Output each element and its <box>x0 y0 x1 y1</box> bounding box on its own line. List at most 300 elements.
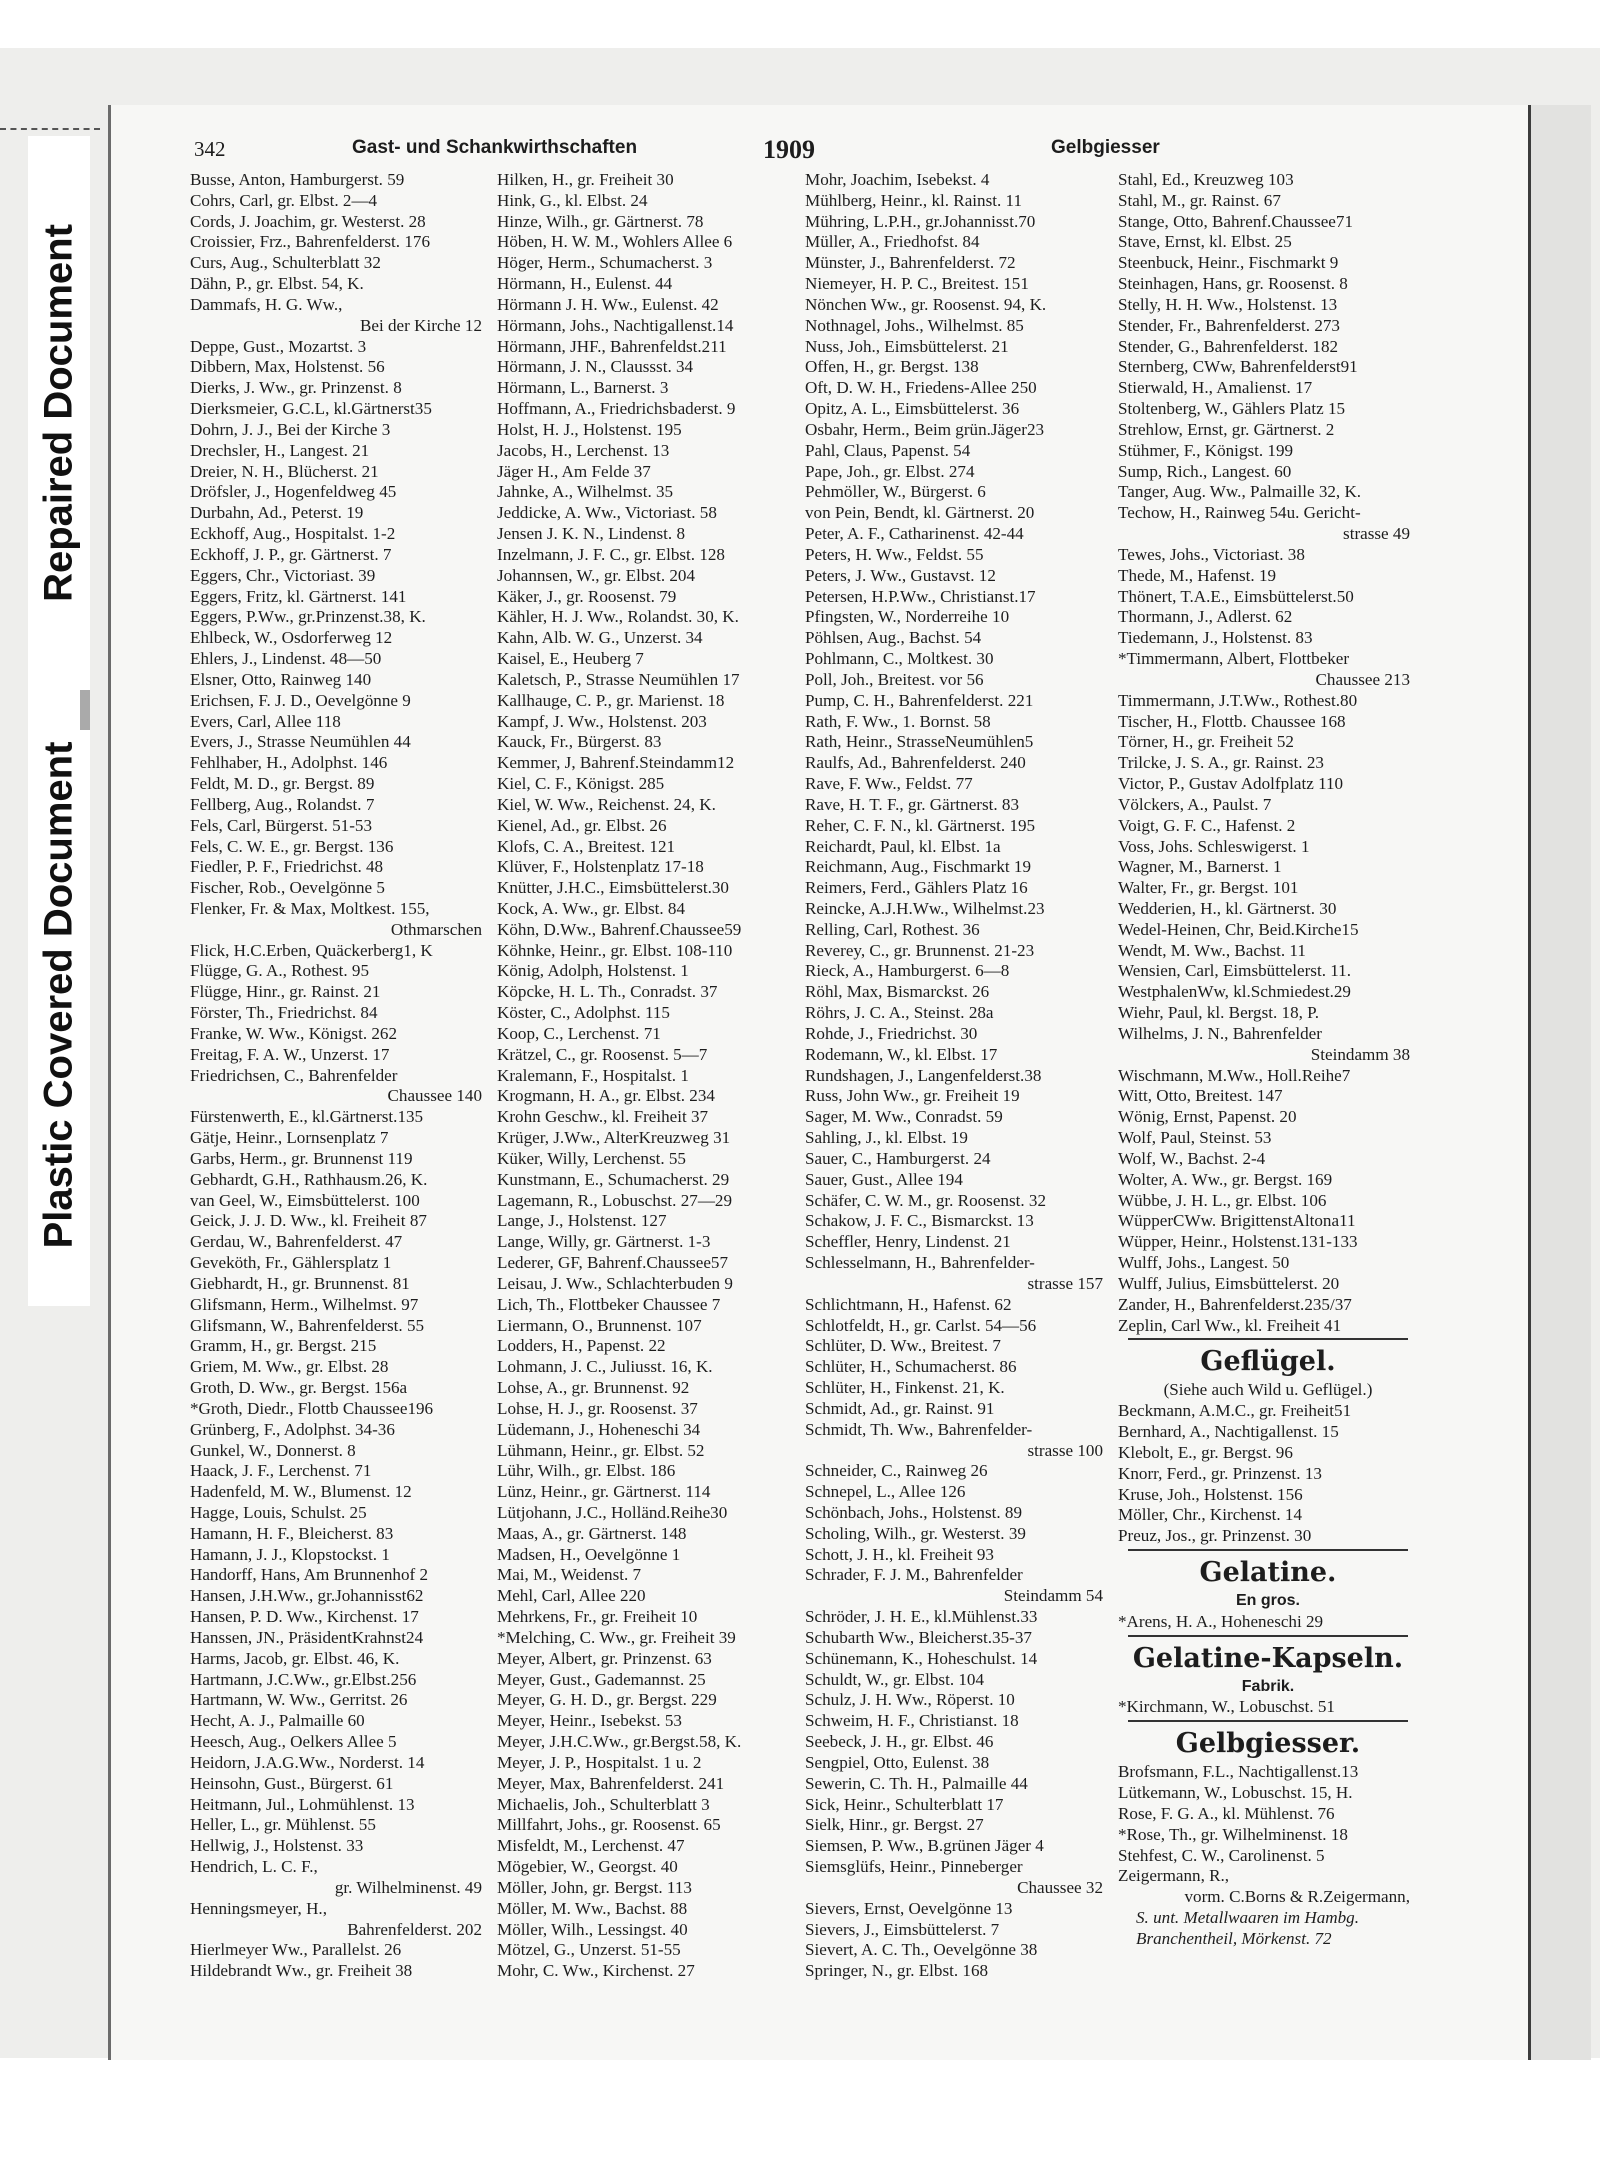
directory-entry: Flick, H.C.Erben, Quäckerberg1, K <box>190 940 433 960</box>
directory-entry: Krätzel, C., gr. Roosenst. 5—7 <box>497 1044 708 1064</box>
directory-entry: Schmidt, Ad., gr. Rainst. 91 <box>805 1398 995 1418</box>
directory-entry: Kallhauge, C. P., gr. Marienst. 18 <box>497 690 725 710</box>
directory-entry: Köhn, D.Ww., Bahrenf.Chaussee59 <box>497 919 742 939</box>
directory-entry: Offen, H., gr. Bergst. 138 <box>805 357 979 377</box>
directory-entry: Sump, Rich., Langest. 60 <box>1118 461 1292 481</box>
directory-entry: Förster, Th., Friedrichst. 84 <box>190 1003 378 1023</box>
directory-entry: Preuz, Jos., gr. Prinzenst. 30 <box>1118 1526 1312 1546</box>
directory-entry: Hierlmeyer Ww., Parallelst. 26 <box>190 1940 402 1960</box>
directory-entry: Wedderien, H., kl. Gärtnerst. 30 <box>1118 898 1337 918</box>
directory-entry: van Geel, W., Eimsbüttelerst. 100 <box>190 1190 420 1210</box>
directory-entry: Lederer, GF, Bahrenf.Chaussee57 <box>497 1253 729 1273</box>
directory-entry: Mohr, C. Ww., Kirchenst. 27 <box>497 1961 695 1981</box>
directory-entry: Lodders, H., Papenst. 22 <box>497 1336 666 1356</box>
directory-entry: Lühr, Wilh., gr. Elbst. 186 <box>497 1461 676 1481</box>
directory-entry: Klüver, F., Holstenplatz 17-18 <box>497 857 704 877</box>
directory-entry: Timmermann, J.T.Ww., Rothest.80 <box>1118 690 1358 710</box>
directory-entry: Sievert, A. C. Th., Oevelgönne 38 <box>805 1940 1038 1960</box>
directory-entry: *Rose, Th., gr. Wilhelminenst. 18 <box>1118 1824 1348 1844</box>
directory-entry: Cords, J. Joachim, gr. Westerst. 28 <box>190 211 426 231</box>
directory-entry: Feldt, M. D., gr. Bergst. 89 <box>190 774 375 794</box>
directory-entry: Hartmann, J.C.Ww., gr.Elbst.256 <box>190 1669 417 1689</box>
directory-entry: Jacobs, H., Lerchenst. 13 <box>497 440 670 460</box>
directory-entry: Tewes, Johs., Victoriast. 38 <box>1118 544 1305 564</box>
directory-entry: Sielk, Hinr., gr. Bergst. 27 <box>805 1815 984 1835</box>
directory-entry: Rave, H. T. F., gr. Gärtnerst. 83 <box>805 794 1020 814</box>
directory-entry: Eckhoff, Aug., Hospitalst. 1-2 <box>190 524 396 544</box>
section-subheading: En gros. <box>1235 1592 1300 1609</box>
directory-entry: Wönig, Ernst, Papenst. 20 <box>1118 1107 1297 1127</box>
directory-entry: Jahnke, A., Wilhelmst. 35 <box>497 482 674 502</box>
directory-entry: Reichardt, Paul, kl. Elbst. 1a <box>805 836 1001 856</box>
directory-entry: Dammafs, H. G. Ww., <box>190 294 343 314</box>
directory-entry: Elsner, Otto, Rainweg 140 <box>190 669 372 689</box>
directory-entry: Heinsohn, Gust., Bürgerst. 61 <box>190 1773 394 1793</box>
directory-entry: Tischer, H., Flottb. Chaussee 168 <box>1118 711 1346 731</box>
directory-entry: Hörmann, Johs., Nachtigallenst.14 <box>497 315 734 335</box>
directory-entry: Henningsmeyer, H., <box>190 1898 327 1918</box>
directory-entry: Freitag, F. A. W., Unzerst. 17 <box>190 1044 390 1064</box>
directory-entry: *Kirchmann, W., Lobuschst. 51 <box>1118 1697 1335 1717</box>
directory-entry: Geick, J. J. D. Ww., kl. Freiheit 87 <box>190 1211 427 1231</box>
column-4 <box>1118 170 1418 1950</box>
directory-entry: Reher, C. F. N., kl. Gärtnerst. 195 <box>805 815 1036 835</box>
directory-entry: Heller, L., gr. Mühlenst. 55 <box>190 1815 376 1835</box>
directory-entry: Fels, Carl, Bürgerst. 51-53 <box>190 815 373 835</box>
directory-entry: Hamann, H. F., Bleicherst. 83 <box>190 1523 394 1543</box>
directory-entry: Rose, F. G. A., kl. Mühlenst. 76 <box>1118 1803 1335 1823</box>
directory-entry: Hörmann, H., Eulenst. 44 <box>497 274 673 294</box>
directory-entry: Kaletsch, P., Strasse Neumühlen 17 <box>497 669 740 689</box>
directory-entry: Schmidt, Th. Ww., Bahrenfelder- <box>805 1419 1033 1439</box>
directory-entry: Brofsmann, F.L., Nachtigallenst.13 <box>1118 1762 1359 1782</box>
directory-entry: Pohlmann, C., Moltkest. 30 <box>805 649 994 669</box>
directory-entry: Maas, A., gr. Gärtnerst. 148 <box>497 1523 687 1543</box>
directory-entry: Misfeldt, M., Lerchenst. 47 <box>497 1836 685 1856</box>
directory-entry: Rath, F. Ww., 1. Bornst. 58 <box>805 711 991 731</box>
directory-entry: Zeplin, Carl Ww., kl. Freiheit 41 <box>1118 1315 1342 1335</box>
directory-entry: Steinhagen, Hans, gr. Roosenst. 8 <box>1118 274 1348 294</box>
directory-entry: Schlüter, D. Ww., Breitest. 7 <box>805 1336 1001 1356</box>
directory-entry: Kampf, J. Ww., Holstenst. 203 <box>497 711 707 731</box>
directory-entry: Eggers, Fritz, kl. Gärtnerst. 141 <box>190 586 407 606</box>
directory-entry: Rodemann, W., kl. Elbst. 17 <box>805 1044 998 1064</box>
section-title: Gelbgiesser <box>1051 137 1160 158</box>
directory-entry: Dröfsler, J., Hogenfeldweg 45 <box>190 482 397 502</box>
directory-entry: Wolter, A. Ww., gr. Bergst. 169 <box>1118 1169 1333 1189</box>
directory-entry: Klofs, C. A., Breitest. 121 <box>497 836 676 856</box>
directory-entry: Kienel, Ad., gr. Elbst. 26 <box>497 815 667 835</box>
directory-entry: Sauer, C., Hamburgerst. 24 <box>805 1148 991 1168</box>
directory-entry: Ehlbeck, W., Osdorferweg 12 <box>190 628 393 648</box>
directory-entry: Knorr, Ferd., gr. Prinzenst. 13 <box>1118 1463 1322 1483</box>
directory-entry: Hadenfeld, M. W., Blumenst. 12 <box>190 1482 412 1502</box>
directory-entry: Kaisel, E., Heuberg 7 <box>497 649 644 669</box>
directory-entry: Thormann, J., Adlerst. 62 <box>1118 607 1293 627</box>
directory-entry: Schnepel, L., Allee 126 <box>805 1482 966 1502</box>
directory-entry: Trilcke, J. S. A., gr. Rainst. 23 <box>1118 753 1324 773</box>
directory-entry: Stange, Otto, Bahrenf.Chaussee71 <box>1118 211 1353 231</box>
directory-entry: Schneider, C., Rainweg 26 <box>805 1461 988 1481</box>
directory-entry: Dähn, P., gr. Elbst. 54, K. <box>190 274 364 294</box>
directory-entry: Knütter, J.H.C., Eimsbüttelerst.30 <box>497 878 729 898</box>
directory-entry: Kahn, Alb. W. G., Unzerst. 34 <box>497 628 703 648</box>
directory-entry: Voss, Johs. Schleswigerst. 1 <box>1118 836 1310 856</box>
directory-entry: Handorff, Hans, Am Brunnenhof 2 <box>190 1565 429 1585</box>
directory-entry: gr. Wilhelminenst. 49 <box>334 1877 482 1897</box>
directory-entry: Köpcke, H. L. Th., Conradst. 37 <box>497 982 718 1002</box>
directory-entry: Stühmer, F., Königst. 199 <box>1118 440 1294 460</box>
directory-entry: Madsen, H., Oevelgönne 1 <box>497 1544 681 1564</box>
directory-entry: Schlichtmann, H., Hafenst. 62 <box>805 1294 1012 1314</box>
directory-entry: Gätje, Heinr., Lornsenplatz 7 <box>190 1128 389 1148</box>
directory-entry: vorm. C.Borns & R.Zeigermann, <box>1184 1887 1410 1907</box>
directory-entry: Rieck, A., Hamburgerst. 6—8 <box>805 961 1010 981</box>
directory-entry: Wüpper, Heinr., Holstenst.131-133 <box>1118 1232 1358 1252</box>
directory-entry: *Melching, C. Ww., gr. Freiheit 39 <box>497 1627 736 1647</box>
directory-entry: Lohse, H. J., gr. Roosenst. 37 <box>497 1398 698 1418</box>
directory-entry: Leisau, J. Ww., Schlachterbuden 9 <box>497 1273 733 1293</box>
directory-entry: Mai, M., Weidenst. 7 <box>497 1565 642 1585</box>
directory-entry: Lohmann, J. C., Juliusst. 16, K. <box>497 1357 713 1377</box>
directory-entry: Küker, Willy, Lerchenst. 55 <box>497 1148 686 1168</box>
directory-entry: Meyer, Heinr., Isebekst. 53 <box>497 1711 682 1731</box>
directory-entry: von Pein, Bendt, kl. Gärtnerst. 20 <box>805 503 1035 523</box>
directory-entry: Zeigermann, R., <box>1118 1866 1230 1886</box>
directory-entry: Sternberg, CWw, Bahrenfelderst91 <box>1118 357 1358 377</box>
directory-entry: Lütkemann, W., Lobuschst. 15, H. <box>1118 1783 1353 1803</box>
directory-entry: Gebhardt, G.H., Rathhausm.26, K. <box>190 1169 428 1189</box>
directory-entry: Wiehr, Paul, kl. Bergst. 18, P. <box>1118 1003 1320 1023</box>
directory-entry: Stender, G., Bahrenfelderst. 182 <box>1118 336 1339 356</box>
directory-entry: Lange, Willy, gr. Gärtnerst. 1-3 <box>497 1232 711 1252</box>
directory-entry: *Groth, Diedr., Flottb Chaussee196 <box>190 1398 434 1418</box>
directory-entry: Steenbuck, Heinr., Fischmarkt 9 <box>1118 253 1339 273</box>
directory-entry: Wulff, Julius, Eimsbüttelerst. 20 <box>1118 1273 1340 1293</box>
directory-entry: Mötzel, G., Unzerst. 51-55 <box>497 1940 681 1960</box>
directory-entry: Zander, H., Bahrenfelderst.235/37 <box>1118 1294 1352 1314</box>
directory-entry: Wedel-Heinen, Chr, Beid.Kirche15 <box>1118 919 1359 939</box>
directory-entry: Mohr, Joachim, Isebekst. 4 <box>805 170 990 189</box>
directory-entry: Wolf, W., Bachst. 2-4 <box>1118 1148 1266 1168</box>
directory-entry: Wischmann, M.Ww., Holl.Reihe7 <box>1118 1065 1351 1085</box>
directory-entry: Bernhard, A., Nachtigallenst. 15 <box>1118 1422 1339 1442</box>
column-1 <box>190 170 490 1982</box>
directory-entry: Beckmann, A.M.C., gr. Freiheit51 <box>1118 1401 1352 1421</box>
directory-entry: Sewerin, C. Th. H., Palmaille 44 <box>805 1773 1028 1793</box>
directory-entry: Kruse, Joh., Holstenst. 156 <box>1118 1484 1303 1504</box>
directory-entry: Reimers, Ferd., Gählers Platz 16 <box>805 878 1028 898</box>
directory-entry: Hink, G., kl. Elbst. 24 <box>497 190 648 210</box>
directory-entry: Peters, J. Ww., Gustavst. 12 <box>805 565 996 585</box>
directory-entry: Eggers, P.Ww., gr.Prinzenst.38, K. <box>190 607 426 627</box>
directory-entry: Schünemann, K., Hoheschulst. 14 <box>805 1648 1038 1668</box>
directory-entry: Hörmann J. H. Ww., Eulenst. 42 <box>497 294 719 314</box>
directory-entry: Nönchen Ww., gr. Roosenst. 94, K. <box>805 294 1047 314</box>
directory-entry: Dierks, J. Ww., gr. Prinzenst. 8 <box>190 378 402 398</box>
directory-entry: Sick, Heinr., Schulterblatt 17 <box>805 1794 1004 1814</box>
directory-entry: Russ, John Ww., gr. Freiheit 19 <box>805 1086 1020 1106</box>
directory-entry: *Timmermann, Albert, Flottbeker <box>1118 649 1350 669</box>
directory-entry: Hansen, P. D. Ww., Kirchenst. 17 <box>190 1607 419 1627</box>
directory-entry: Lohse, A., gr. Brunnenst. 92 <box>497 1378 690 1398</box>
directory-entry: Sievers, Ernst, Oevelgönne 13 <box>805 1898 1013 1918</box>
directory-entry: Wagner, M., Barnerst. 1 <box>1118 857 1282 877</box>
directory-entry: Michaelis, Joh., Schulterblatt 3 <box>497 1794 710 1814</box>
directory-entry: Schlesselmann, H., Bahrenfelder- <box>805 1253 1035 1273</box>
page-number: 342 <box>194 137 226 161</box>
directory-entry: strasse 157 <box>1027 1273 1103 1293</box>
directory-entry: Krohn Geschw., kl. Freiheit 37 <box>497 1107 709 1127</box>
directory-entry: S. unt. Metallwaaren im Hambg. <box>1136 1908 1359 1928</box>
directory-entry: Kähler, H. J. Ww., Rolandst. 30, K. <box>497 607 739 627</box>
directory-entry: Haack, J. F., Lerchenst. 71 <box>190 1461 372 1481</box>
section-heading: Gelbgiesser. <box>1175 1728 1361 1760</box>
directory-entry: Wendt, M. Ww., Bachst. 11 <box>1118 940 1306 960</box>
directory-entry: Seebeck, J. H., gr. Elbst. 46 <box>805 1732 994 1752</box>
directory-entry: Köhnke, Heinr., gr. Elbst. 108-110 <box>497 940 733 960</box>
directory-entry: Meyer, J.H.C.Ww., gr.Bergst.58, K. <box>497 1732 742 1752</box>
directory-entry: Reichmann, Aug., Fischmarkt 19 <box>805 857 1031 877</box>
directory-entry: WüpperCWw. BrigittenstAltona11 <box>1118 1211 1356 1231</box>
directory-entry: Kiel, C. F., Königst. 285 <box>497 774 665 794</box>
directory-entry: Peter, A. F., Catharinenst. 42-44 <box>805 524 1024 544</box>
directory-entry: Eckhoff, J. P., gr. Gärtnerst. 7 <box>190 544 392 564</box>
directory-entry: Flenker, Fr. & Max, Moltkest. 155, <box>190 898 430 918</box>
directory-entry: Käker, J., gr. Roosenst. 79 <box>497 586 677 606</box>
directory-entry: Schott, J. H., kl. Freiheit 93 <box>805 1544 994 1564</box>
directory-entry: Schlüter, H., Schumacherst. 86 <box>805 1357 1017 1377</box>
column-2 <box>497 170 803 1982</box>
directory-entry: Krüger, J.Ww., AlterKreuzweg 31 <box>497 1128 731 1148</box>
directory-entry: Pape, Joh., gr. Elbst. 274 <box>805 461 975 481</box>
directory-entry: Poll, Joh., Breitest. vor 56 <box>805 669 984 689</box>
directory-entry: Niemeyer, H. P. C., Breitest. 151 <box>805 274 1029 294</box>
directory-entry: Schönbach, Johs., Holstenst. 89 <box>805 1503 1022 1522</box>
directory-entry: Witt, Otto, Breitest. 147 <box>1118 1086 1283 1106</box>
directory-entry: Ehlers, J., Lindenst. 48—50 <box>190 649 382 669</box>
directory-entry: Heesch, Aug., Oelkers Allee 5 <box>190 1732 397 1752</box>
directory-entry: Hecht, A. J., Palmaille 60 <box>190 1711 365 1731</box>
directory-entry: Sauer, Gust., Allee 194 <box>805 1169 963 1189</box>
directory-entry: Lich, Th., Flottbeker Chaussee 7 <box>497 1294 721 1314</box>
directory-entry: Meyer, Albert, gr. Prinzenst. 63 <box>497 1648 712 1668</box>
directory-entry: Erichsen, F. J. D., Oevelgönne 9 <box>190 690 411 710</box>
directory-entry: Kunstmann, E., Schumacherst. 29 <box>497 1169 730 1189</box>
directory-entry: Wübbe, J. H. L., gr. Elbst. 106 <box>1118 1190 1327 1210</box>
section-heading: Geflügel. <box>1200 1346 1336 1378</box>
directory-entry: Scholing, Wilh., gr. Westerst. 39 <box>805 1523 1026 1543</box>
directory-entry: Röhrs, J. C. A., Steinst. 28a <box>805 1003 994 1023</box>
directory-entry: Tanger, Aug. Ww., Palmaille 32, K. <box>1118 482 1362 502</box>
directory-entry: Hörmann, JHF., Bahrenfeldst.211 <box>497 336 727 356</box>
directory-entry: Hellwig, J., Holstenst. 33 <box>190 1836 364 1856</box>
directory-entry: Chaussee 213 <box>1315 669 1410 689</box>
directory-entry: Lagemann, R., Lobuschst. 27—29 <box>497 1190 733 1210</box>
directory-entry: Schäfer, C. W. M., gr. Roosenst. 32 <box>805 1190 1046 1210</box>
directory-entry: Jäger H., Am Felde 37 <box>497 461 651 481</box>
directory-entry: Fels, C. W. E., gr. Bergst. 136 <box>190 836 394 856</box>
directory-entry: Steindamm 38 <box>1310 1044 1410 1064</box>
directory-entry: Sievers, J., Eimsbüttelerst. 7 <box>805 1919 1000 1939</box>
directory-entry: Thönert, T.A.E., Eimsbüttelerst.50 <box>1118 586 1354 606</box>
directory-entry: Rundshagen, J., Langenfelderst.38 <box>805 1065 1042 1085</box>
directory-entry: Hagge, Louis, Schulst. 25 <box>190 1503 367 1522</box>
directory-entry: Jeddicke, A. Ww., Victoriast. 58 <box>497 503 717 523</box>
directory-entry: Rave, F. Ww., Feldst. 77 <box>805 774 973 794</box>
directory-entry: Geveköth, Fr., Gählersplatz 1 <box>190 1253 392 1273</box>
directory-entry: Grünberg, F., Adolphst. 34-36 <box>190 1419 395 1439</box>
cut-line <box>0 128 100 130</box>
directory-entry: Victor, P., Gustav Adolfplatz 110 <box>1118 774 1344 794</box>
directory-entry: Röhl, Max, Bismarckst. 26 <box>805 982 990 1002</box>
directory-entry: Sager, M. Ww., Conradst. 59 <box>805 1107 1003 1127</box>
directory-entry: Hörmann, L., Barnerst. 3 <box>497 378 669 398</box>
directory-entry: strasse 49 <box>1343 524 1410 544</box>
directory-entry: Schubarth Ww., Bleicherst.35-37 <box>805 1627 1032 1647</box>
directory-entry: Johannsen, W., gr. Elbst. 204 <box>497 565 696 585</box>
directory-entry: Mühlberg, Heinr., kl. Rainst. 11 <box>805 190 1022 210</box>
directory-entry: Schrader, F. J. M., Bahrenfelder <box>805 1565 1023 1585</box>
directory-entry: Cohrs, Carl, gr. Elbst. 2—4 <box>190 190 378 210</box>
directory-entry: Opitz, A. L., Eimsbüttelerst. 36 <box>805 399 1020 419</box>
directory-entry: Gerdau, W., Bahrenfelderst. 47 <box>190 1232 403 1252</box>
directory-entry: Osbahr, Herm., Beim grün.Jäger23 <box>805 419 1045 439</box>
directory-entry: Voigt, G. F. C., Hafenst. 2 <box>1118 815 1296 835</box>
directory-entry: Springer, N., gr. Elbst. 168 <box>805 1961 989 1981</box>
directory-entry: Möller, Wilh., Lessingst. 40 <box>497 1919 688 1939</box>
directory-entry: König, Adolph, Holstenst. 1 <box>497 961 689 981</box>
directory-entry: Wilhelms, J. N., Bahrenfelder <box>1118 1023 1322 1043</box>
directory-entry: Chaussee 32 <box>1017 1877 1103 1897</box>
directory-entry: Lütjohann, J.C., Holländ.Reihe30 <box>497 1503 728 1522</box>
section-heading: Gelatine. <box>1199 1557 1337 1588</box>
directory-entry: Branchentheil, Mörkenst. 72 <box>1136 1928 1332 1948</box>
directory-entry: Garbs, Herm., gr. Brunnenst 119 <box>190 1148 413 1168</box>
directory-entry: Evers, J., Strasse Neumühlen 44 <box>190 732 411 752</box>
directory-entry: Wensien, Carl, Eimsbüttelerst. 11. <box>1118 961 1351 981</box>
directory-entry: Krogmann, H. A., gr. Elbst. 234 <box>497 1086 715 1106</box>
directory-entry: Koop, C., Lerchenst. 71 <box>497 1023 661 1043</box>
directory-entry: Relling, Carl, Rothest. 36 <box>805 919 980 939</box>
directory-entry: Harms, Jacob, gr. Elbst. 46, K. <box>190 1648 400 1668</box>
directory-entry: Walter, Fr., gr. Bergst. 101 <box>1118 878 1299 898</box>
directory-entry: Hamann, J. J., Klopstockst. 1 <box>190 1544 390 1564</box>
directory-entry: Fehlhaber, H., Adolphst. 146 <box>190 753 388 773</box>
directory-entry: Fellberg, Aug., Rolandst. 7 <box>190 794 375 814</box>
directory-entry: Gramm, H., gr. Bergst. 215 <box>190 1336 377 1356</box>
strip-divider <box>80 690 90 730</box>
directory-entry: Fischer, Rob., Oevelgönne 5 <box>190 878 385 898</box>
directory-entry: Peters, H. Ww., Feldst. 55 <box>805 544 984 564</box>
directory-entry: Jensen J. K. N., Lindenst. 8 <box>497 524 686 544</box>
directory-entry: Pfingsten, W., Norderreihe 10 <box>805 607 1010 627</box>
directory-entry: Kock, A. Ww., gr. Elbst. 84 <box>497 898 686 918</box>
directory-entry: Lühmann, Heinr., gr. Elbst. 52 <box>497 1440 705 1460</box>
year: 1909 <box>763 135 815 164</box>
directory-entry: Liermann, O., Brunnenst. 107 <box>497 1315 702 1335</box>
directory-entry: Meyer, Max, Bahrenfelderst. 241 <box>497 1773 725 1793</box>
directory-entry: Gunkel, W., Donnerst. 8 <box>190 1440 356 1460</box>
directory-entry: Höben, H. W. M., Wohlers Allee 6 <box>497 232 733 252</box>
directory-entry: Schweim, H. F., Christianst. 18 <box>805 1711 1019 1731</box>
directory-entry: Hildebrandt Ww., gr. Freiheit 38 <box>190 1961 413 1981</box>
directory-entry: Lüdemann, J., Hoheneschi 34 <box>497 1419 701 1439</box>
directory-entry: Bei der Kirche 12 <box>360 315 482 335</box>
directory-entry: Othmarschen <box>390 919 482 939</box>
directory-entry: Deppe, Gust., Mozartst. 3 <box>190 336 367 356</box>
directory-entry: WestphalenWw, kl.Schmiedest.29 <box>1118 982 1351 1002</box>
directory-entry: Wolf, Paul, Steinst. 53 <box>1118 1128 1272 1148</box>
directory-entry: Lünz, Heinr., gr. Gärtnerst. 114 <box>497 1482 711 1502</box>
directory-entry: Hilken, H., gr. Freiheit 30 <box>497 170 674 189</box>
directory-entry: Millfahrt, Johs., gr. Roosenst. 65 <box>497 1815 721 1835</box>
directory-entry: Mühring, L.P.H., gr.Johannisst.70 <box>805 211 1036 231</box>
directory-entry: Flügge, Hinr., gr. Rainst. 21 <box>190 982 381 1002</box>
directory-entry: Glifsmann, W., Bahrenfelderst. 55 <box>190 1315 425 1335</box>
directory-entry: Nothnagel, Johs., Wilhelmst. 85 <box>805 315 1024 335</box>
directory-entry: Schuldt, W., gr. Elbst. 104 <box>805 1669 985 1689</box>
directory-entry: Fiedler, P. F., Friedrichst. 48 <box>190 857 384 877</box>
page-edge <box>1528 105 1591 2060</box>
directory-entry: Hörmann, J. N., Claussst. 34 <box>497 357 694 377</box>
directory-entry: Stender, Fr., Bahrenfelderst. 273 <box>1118 315 1340 335</box>
directory-entry: Bahrenfelderst. 202 <box>347 1919 482 1939</box>
repaired-document-label: Repaired Document <box>36 224 81 602</box>
directory-entry: Mögebier, W., Georgst. 40 <box>497 1857 678 1877</box>
section-subheading: Fabrik. <box>1241 1677 1295 1695</box>
directory-entry: Griem, M. Ww., gr. Elbst. 28 <box>190 1357 389 1377</box>
directory-entry: Giebhardt, H., gr. Brunnenst. 81 <box>190 1273 410 1293</box>
directory-entry: Meyer, G. H. D., gr. Bergst. 229 <box>497 1690 717 1710</box>
directory-entry: Schröder, J. H. E., kl.Mühlenst.33 <box>805 1607 1038 1627</box>
directory-entry: Möller, M. Ww., Bachst. 88 <box>497 1898 688 1918</box>
directory-entry: Hartmann, W. Ww., Gerritst. 26 <box>190 1690 408 1710</box>
directory-entry: *Arens, H. A., Hoheneschi 29 <box>1118 1611 1324 1631</box>
directory-entry: Dreier, N. H., Blücherst. 21 <box>190 461 379 481</box>
directory-entry: Müller, A., Friedhofst. 84 <box>805 232 980 252</box>
directory-entry: Tiedemann, J., Holstenst. 83 <box>1118 628 1313 648</box>
directory-entry: Sengpiel, Otto, Eulenst. 38 <box>805 1752 990 1772</box>
directory-entry: Kralemann, F., Hospitalst. 1 <box>497 1065 689 1085</box>
directory-entry: Thede, M., Hafenst. 19 <box>1118 565 1277 585</box>
section-heading: Gelatine-Kapseln. <box>1132 1642 1404 1674</box>
directory-entry: Lange, J., Holstenst. 127 <box>497 1211 667 1231</box>
directory-entry: Eggers, Chr., Victoriast. 39 <box>190 565 376 585</box>
directory-entry: Petersen, H.P.Ww., Christianst.17 <box>805 586 1036 606</box>
directory-entry: strasse 100 <box>1027 1440 1103 1460</box>
directory-entry: Kiel, W. Ww., Reichenst. 24, K. <box>497 794 716 814</box>
directory-entry: Stahl, Ed., Kreuzweg 103 <box>1118 170 1294 189</box>
directory-entry: Mehrkens, Fr., gr. Freiheit 10 <box>497 1607 698 1627</box>
directory-entry: Möller, John, gr. Bergst. 113 <box>497 1877 692 1897</box>
running-title: Gast- und Schankwirthschaften <box>352 137 638 158</box>
directory-entry: Reincke, A.J.H.Ww., Wilhelmst.23 <box>805 898 1045 918</box>
directory-entry: Durbahn, Ad., Peterst. 19 <box>190 503 364 523</box>
directory-entry: Strehlow, Ernst, gr. Gärtnerst. 2 <box>1118 419 1335 439</box>
directory-entry: Hinze, Wilh., gr. Gärtnerst. 78 <box>497 211 704 231</box>
directory-entry: Siemsglüfs, Heinr., Pinneberger <box>805 1857 1023 1877</box>
directory-entry: Scheffler, Henry, Lindenst. 21 <box>805 1232 1011 1252</box>
directory-entry: Evers, Carl, Allee 118 <box>190 711 341 731</box>
directory-entry: Pöhlsen, Aug., Bachst. 54 <box>805 628 982 648</box>
directory-entry: Stelly, H. H. Ww., Holstenst. 13 <box>1118 294 1338 314</box>
page-header <box>190 137 1190 165</box>
section-note: (Siehe auch Wild u. Geflügel.) <box>1163 1380 1373 1400</box>
directory-entry: Pehmöller, W., Bürgerst. 6 <box>805 482 986 502</box>
directory-entry: Wulff, Johs., Langest. 50 <box>1118 1253 1290 1273</box>
directory-entry: Meyer, J. P., Hospitalst. 1 u. 2 <box>497 1752 702 1772</box>
